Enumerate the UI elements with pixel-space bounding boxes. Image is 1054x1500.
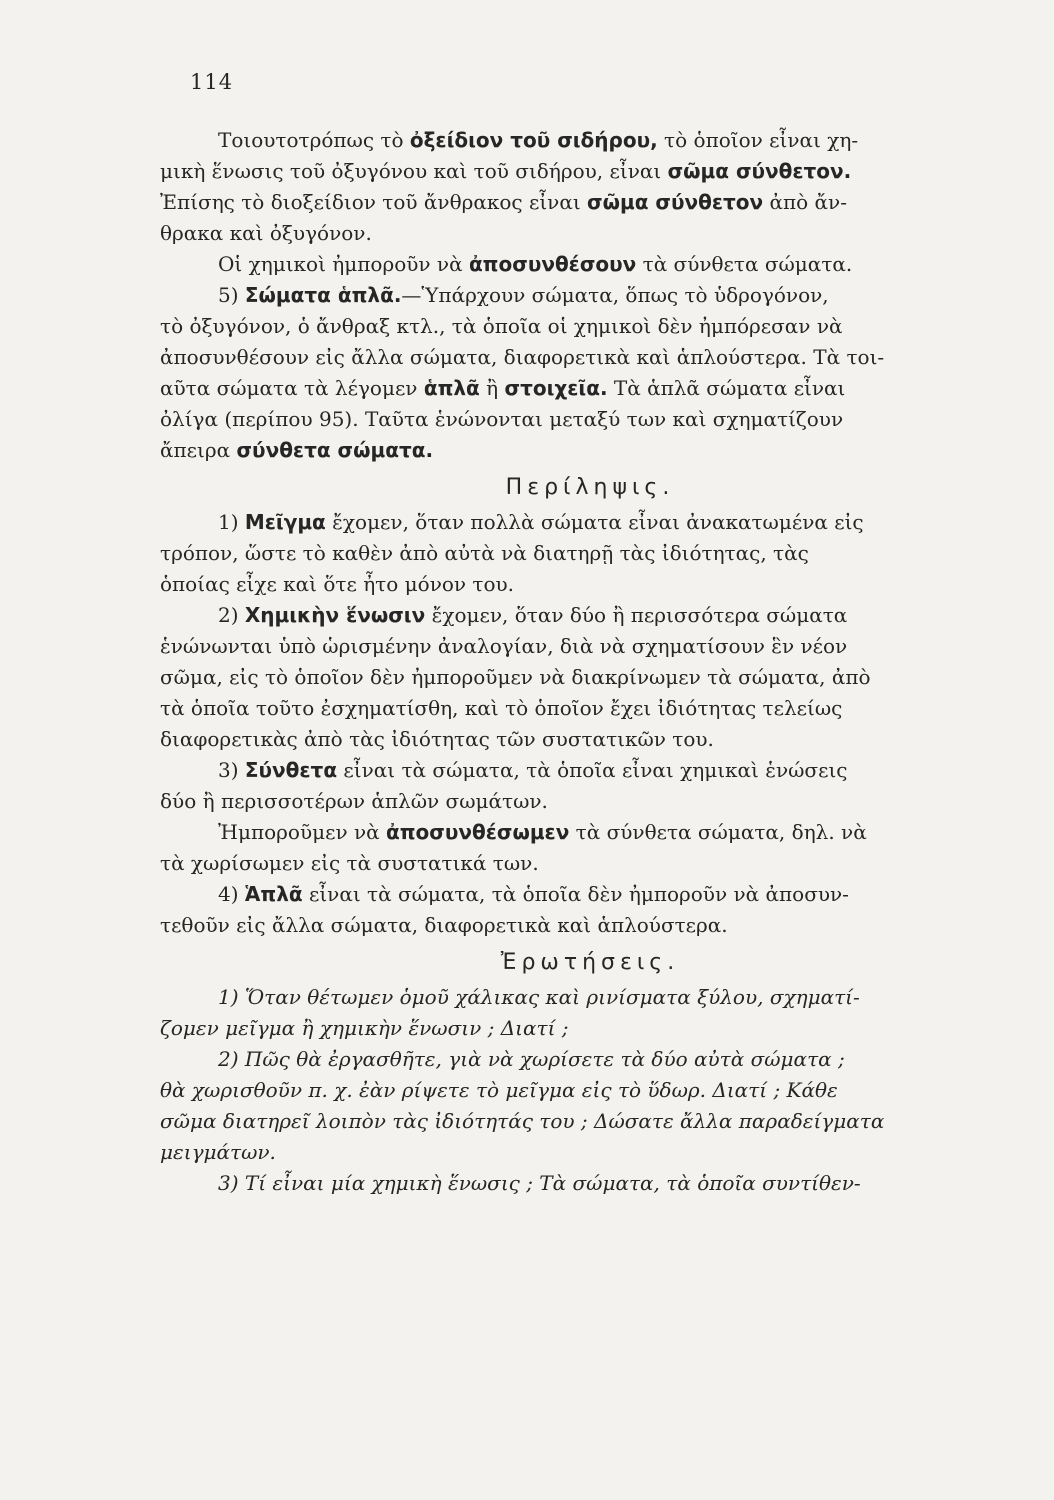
page-number: 114: [190, 70, 234, 94]
text-line: ἄπειρα σύνθετα σώματα.: [160, 438, 434, 462]
text-line: 3) Σύνθετα εἶναι τὰ σώματα, τὰ ὁποῖα εἶναι χημικαὶ ἑνώσεις: [218, 758, 848, 782]
text-line: μικὴ ἕνωσις τοῦ ὀξυγόνου καὶ τοῦ σιδήρου, εἶναι σῶμα σύνθετον.: [160, 159, 852, 183]
text-line: ζομεν μεῖγμα ἢ χημικὴν ἕνωσιν ; Διατί ;: [160, 1016, 569, 1040]
paragraph-intro: [160, 125, 1020, 249]
question-2: [160, 1044, 1020, 1168]
section-heading-summary: Περίληψις.: [505, 475, 675, 500]
text-line: θρακα καὶ ὀξυγόνον.: [160, 221, 372, 245]
text-line: Ἠμποροῦμεν νὰ ἀποσυνθέσωμεν τὰ σύνθετα σώματα, δηλ. νὰ: [218, 820, 867, 844]
text-block: [160, 125, 1020, 1199]
summary-item-1: [160, 507, 1020, 600]
text-line: 1) Ὅταν θέτωμεν ὁμοῦ χάλικας καὶ ρινίσματα ξύλου, σχηματί-: [218, 985, 860, 1009]
question-1: [160, 982, 1020, 1044]
summary-item-3: [160, 755, 1020, 817]
text-line: τὸ ὀξυγόνον, ὁ ἄνθραξ κτλ., τὰ ὁποῖα οἱ χημικοὶ δὲν ἠμπόρεσαν νὰ: [160, 314, 843, 338]
text-line: Ἐπίσης τὸ διοξείδιον τοῦ ἄνθρακος εἶναι σῶμα σύνθετον ἀπὸ ἄν-: [160, 190, 847, 214]
text-line: μειγμάτων.: [160, 1140, 276, 1164]
text-line: ἀποσυνθέσουν εἰς ἄλλα σώματα, διαφορετικὰ καὶ ἁπλούστερα. Τὰ τοι-: [160, 345, 885, 369]
text-line: 1) Μεῖγμα ἔχομεν, ὅταν πολλὰ σώματα εἶναι ἀνακατωμένα εἰς: [218, 510, 864, 534]
text-line: θὰ χωρισθοῦν π. χ. ἐὰν ρίψετε τὸ μεῖγμα εἰς τὸ ὕδωρ. Διατί ; Κάθε: [160, 1078, 838, 1102]
text-line: Τοιουτοτρόπως τὸ ὀξείδιον τοῦ σιδήρου, τὸ ὁποῖον εἶναι χη-: [218, 128, 859, 152]
summary-item-4: [160, 879, 1020, 941]
text-line: τρόπον, ὥστε τὸ καθὲν ἀπὸ αὐτὰ νὰ διατηρῇ τὰς ἰδιότητας, τὰς: [160, 541, 809, 565]
paragraph-decompose: [160, 249, 1020, 280]
text-line: Οἱ χημικοὶ ἠμποροῦν νὰ ἀποσυνθέσουν τὰ σύνθετα σώματα.: [218, 252, 853, 276]
text-line: αῦτα σώματα τὰ λέγομεν ἁπλᾶ ἢ στοιχεῖα. Τὰ ἁπλᾶ σώματα εἶναι: [160, 376, 846, 400]
paragraph-simple-bodies: [160, 280, 1020, 466]
text-line: τὰ χωρίσωμεν εἰς τὰ συστατικά των.: [160, 851, 539, 875]
text-line: 4) Ἁπλᾶ εἶναι τὰ σώματα, τὰ ὁποῖα δὲν ἠμποροῦν νὰ ἀποσυν-: [218, 882, 849, 906]
summary-item-2: [160, 600, 1020, 755]
text-line: τὰ ὁποῖα τοῦτο ἐσχηματίσθη, καὶ τὸ ὁποῖον ἔχει ἰδιότητας τελείως: [160, 696, 843, 720]
text-line: 2) Πῶς θὰ ἐργασθῆτε, γιὰ νὰ χωρίσετε τὰ δύο αὐτὰ σώματα ;: [218, 1047, 845, 1071]
text-line: 5) Σώματα ἁπλᾶ.—Ὑπάρχουν σώματα, ὅπως τὸ ὑδρογόνον,: [218, 283, 829, 307]
text-line: ὁποίας εἶχε καὶ ὅτε ἦτο μόνον του.: [160, 572, 515, 596]
text-line: δύο ἢ περισσοτέρων ἁπλῶν σωμάτων.: [160, 789, 548, 813]
text-line: τεθοῦν εἰς ἄλλα σώματα, διαφορετικὰ καὶ ἁπλούστερα.: [160, 913, 728, 937]
text-line: σῶμα, εἰς τὸ ὁποῖον δὲν ἠμποροῦμεν νὰ διακρίνωμεν τὰ σώματα, ἀπὸ: [160, 665, 871, 689]
text-line: ἑνώνωνται ὑπὸ ὡρισμένην ἀναλογίαν, διὰ νὰ σχηματίσουν ἓν νέον: [160, 634, 848, 658]
text-line: διαφορετικὰς ἀπὸ τὰς ἰδιότητας τῶν συστατικῶν του.: [160, 727, 714, 751]
text-line: σῶμα διατηρεῖ λοιπὸν τὰς ἰδιότητάς του ; Δώσατε ἄλλα παραδείγματα: [160, 1109, 885, 1133]
text-line: ὀλίγα (περίπου 95). Ταῦτα ἑνώνονται μεταξύ των καὶ σχηματίζουν: [160, 407, 844, 431]
question-3: [160, 1168, 1020, 1199]
section-heading-questions: Ἐρωτήσεις.: [500, 950, 680, 975]
summary-item-3b: [160, 817, 1020, 879]
text-line: 2) Χημικὴν ἕνωσιν ἔχομεν, ὅταν δύο ἢ περισσότερα σώματα: [218, 603, 848, 627]
text-line: 3) Τί εἶναι μία χημικὴ ἕνωσις ; Τὰ σώματα, τὰ ὁποῖα συντίθεν-: [218, 1171, 861, 1195]
